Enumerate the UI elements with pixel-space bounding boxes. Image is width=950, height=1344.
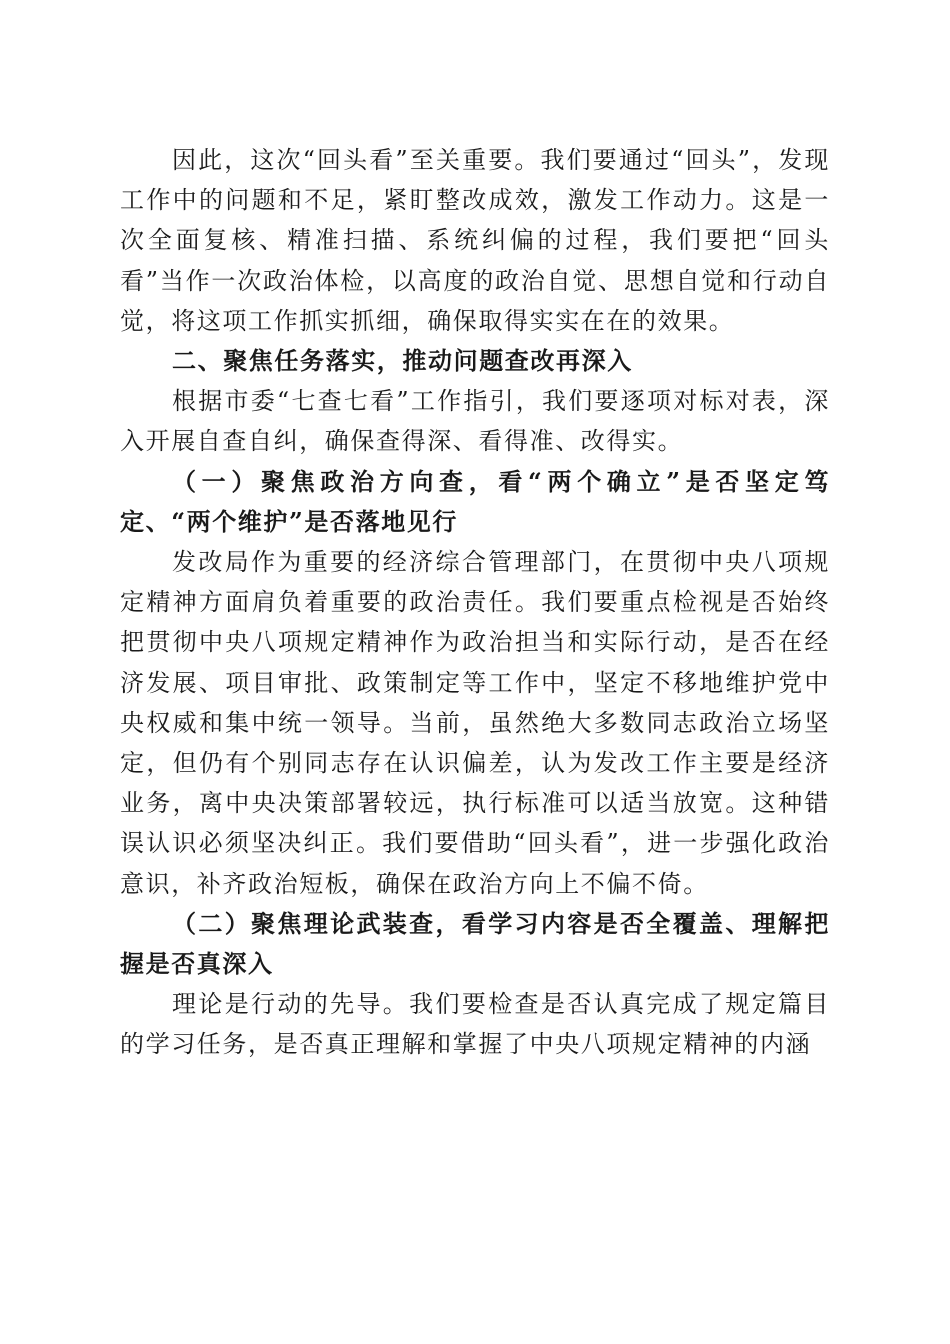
section-heading-two: 二、聚焦任务落实，推动问题查改再深入 bbox=[172, 347, 633, 376]
paragraph-guideline: 根据市委“七查七看”工作指引，我们要逐项对标对表，深入开展自查自纠，确保查得深、看得准、改得实。 bbox=[120, 387, 830, 456]
paragraph-theory-study: 理论是行动的先导。我们要检查是否认真完成了规定篇目的学习任务，是否真正理解和掌握了中央八项规定精神的内涵 bbox=[120, 990, 830, 1059]
paragraph-political-direction: 发改局作为重要的经济综合管理部门，在贯彻中央八项规定精神方面肩负着重要的政治责任。我们要重点检视是否始终把贯彻中央八项规定精神作为政治担当和实际行动，是否在经济发展、项目审批、政策制定等工作中，坚定不移地维护党中央权威和集中统一领导。当前，虽然绝大多数同志政治立场坚定，但仍有个别同志存在认识偏差，认为发改工作主要是经济业务，离中央决策部署较远，执行标准可以适当放宽。这种错误认识必须坚决纠正。我们要借助“回头看”，进一步强化政治意识，补齐政治短板，确保在政治方向上不偏不倚。 bbox=[120, 548, 830, 898]
document-body bbox=[120, 140, 830, 1065]
paragraph-intro: 因此，这次“回头看”至关重要。我们要通过“回头”，发现工作中的问题和不足，紧盯整改成效，激发工作动力。这是一次全面复核、精准扫描、系统纠偏的过程，我们要把“回头看”当作一次政治体检，以高度的政治自觉、思想自觉和行动自觉，将这项工作抓实抓细，确保取得实实在在的效果。 bbox=[120, 146, 830, 335]
subheading-theory-study: （二）聚焦理论武装查，看学习内容是否全覆盖、理解把握是否真深入 bbox=[120, 908, 830, 979]
subheading-political-direction: （一）聚焦政治方向查，看“两个确立”是否坚定笃定、“两个维护”是否落地见行 bbox=[120, 466, 830, 536]
